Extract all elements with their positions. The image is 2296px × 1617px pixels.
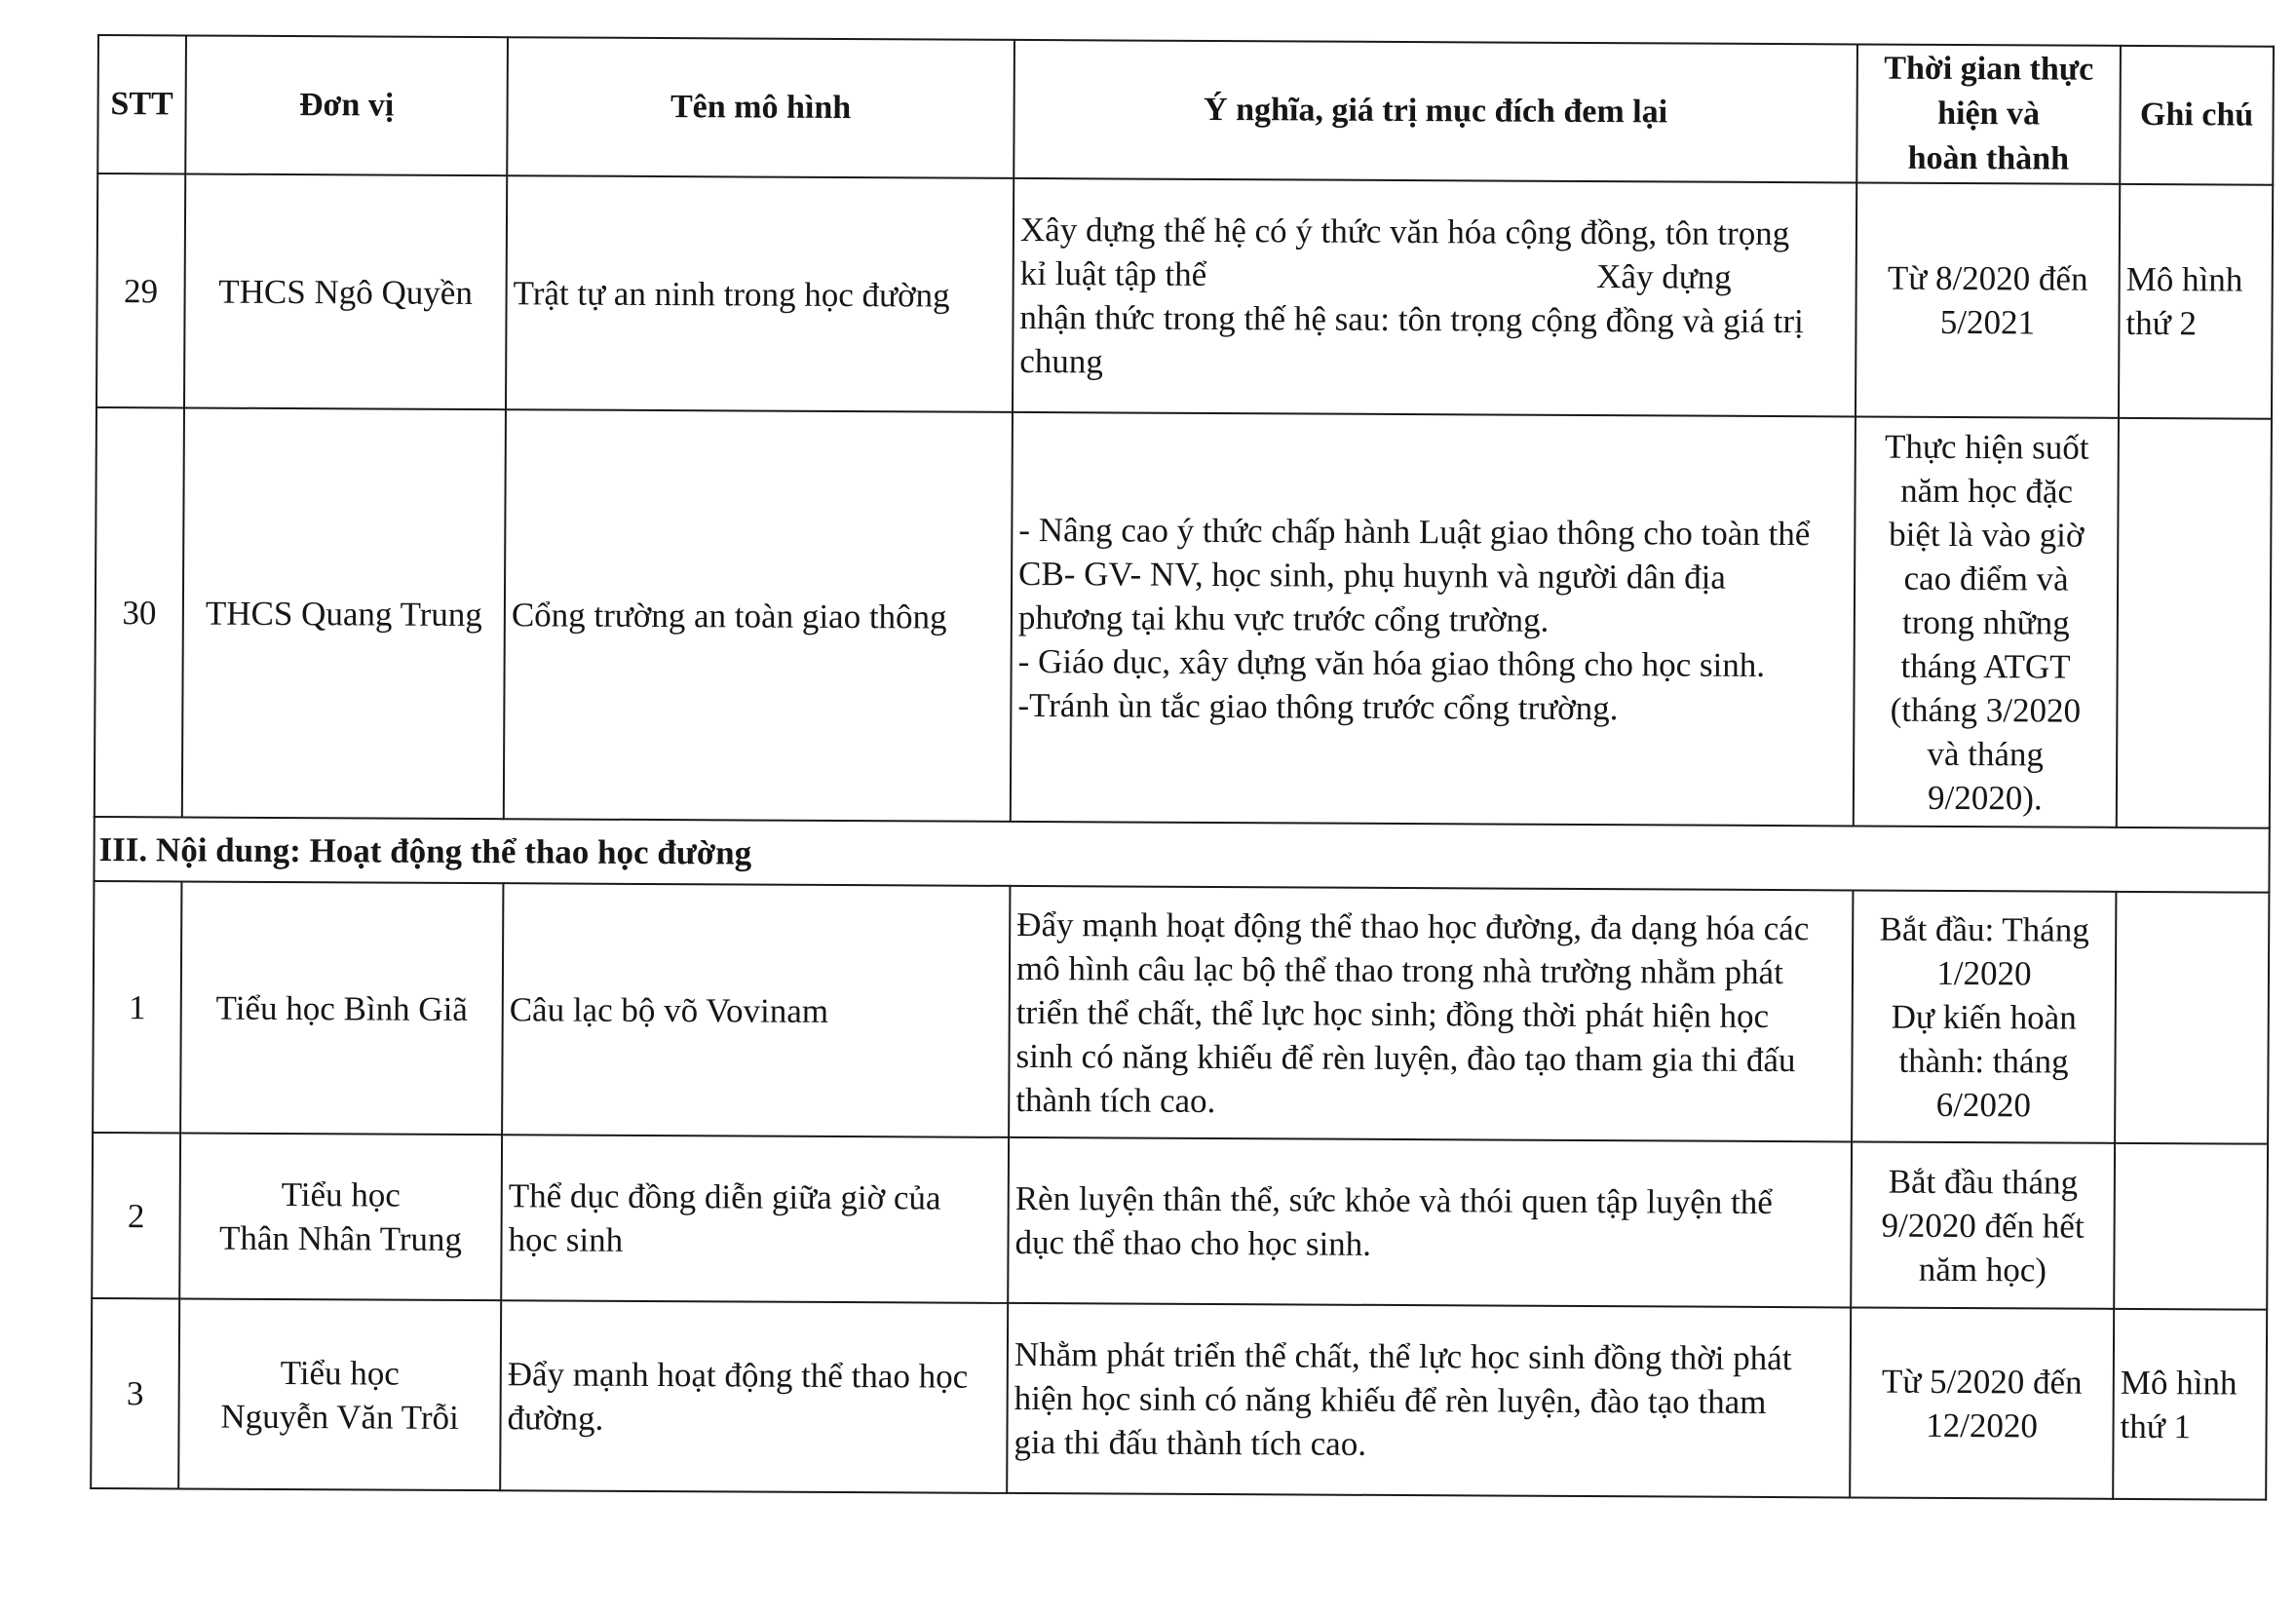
header-thoi-gian-line: hiện và: [1937, 95, 2041, 133]
text-line: hiện học sinh có năng khiếu để rèn luyện, đào tạo tham: [1014, 1378, 1767, 1421]
text-line: Thực hiện suốt: [1884, 427, 2089, 467]
text-line: 9/2020).: [1927, 778, 2043, 817]
header-stt: STT: [97, 35, 186, 173]
text-line: dục thể thao cho học sinh.: [1014, 1222, 1372, 1263]
text-line: 1/2020: [1936, 953, 2032, 992]
text-line: Từ 5/2020 đến: [1881, 1362, 2083, 1402]
header-row: [97, 35, 2274, 185]
text-line: mô hình câu lạc bộ thể thao trong nhà trường nhằm phát: [1015, 948, 1783, 991]
cell-thoi-gian: [1851, 1141, 2115, 1308]
text-line: Đẩy mạnh hoạt động thể thao học đường, đa dạng hóa các: [1016, 905, 1810, 947]
cell-ghi-chu: [2117, 418, 2272, 828]
text-line: Dự kiến hoàn: [1891, 997, 2077, 1037]
header-thoi-gian: [1856, 44, 2121, 183]
text-line: thứ 2: [2125, 303, 2198, 343]
text-line: và tháng: [1927, 734, 2045, 773]
text-line: Mô hình: [2120, 1363, 2238, 1403]
header-y-nghia: Ý nghĩa, giá trị mục đích đem lại: [1014, 40, 1857, 183]
text-line: Từ 8/2020 đến: [1887, 258, 2088, 298]
text-fragment: kỉ luật tập thể: [1019, 253, 1207, 293]
text-line: Đẩy mạnh hoạt động thể thao học: [507, 1354, 969, 1396]
text-line: cao điểm và: [1903, 558, 2069, 598]
cell-thoi-gian: [1854, 416, 2119, 827]
cell-don-vi: [179, 1133, 502, 1300]
text-line: Tiểu học: [280, 1353, 401, 1393]
text-line: 6/2020: [1935, 1085, 2031, 1124]
text-line: Thể dục đồng diễn giữa giờ của: [508, 1176, 941, 1217]
cell-ten-mo-hinh: [501, 1135, 1009, 1303]
cell-don-vi: THCS Quang Trung: [182, 407, 506, 819]
cell-y-nghia: [1011, 412, 1856, 827]
text-line: Bắt đầu tháng: [1888, 1162, 2079, 1202]
text-line: biệt là vào giờ: [1889, 515, 2085, 555]
table-row: [91, 1298, 2267, 1500]
cell-don-vi: THCS Ngô Quyền: [184, 173, 507, 409]
text-line: đường.: [507, 1398, 604, 1438]
text-line: Mô hình: [2125, 259, 2243, 299]
text-line: nhận thức trong thế hệ sau: tôn trọng cộng đồng và giá trị: [1019, 297, 1804, 341]
cell-ten-mo-hinh: Trật tự an ninh trong học đường: [506, 175, 1014, 412]
text-line: Thân Nhân Trung: [218, 1218, 463, 1258]
cell-ten-mo-hinh: Câu lạc bộ võ Vovinam: [502, 883, 1010, 1137]
cell-thoi-gian: [1850, 1307, 2114, 1498]
cell-ghi-chu: [2114, 1143, 2268, 1310]
text-line: [1020, 251, 1850, 299]
text-line: học sinh: [508, 1220, 624, 1259]
text-line: -Tránh ùn tắc giao thông trước cổng trường.: [1017, 685, 1619, 727]
text-line: Xây dựng thế hệ có ý thức văn hóa cộng đồng, tôn trọng: [1019, 210, 1790, 253]
cell-stt: 30: [95, 407, 184, 817]
text-line: thành: tháng: [1898, 1041, 2069, 1081]
text-line: CB- GV- NV, học sinh, phụ huynh và người dân địa: [1018, 554, 1727, 597]
text-line: phương tại khu vực trước cổng trường.: [1017, 597, 1550, 639]
cell-ghi-chu: [2115, 892, 2269, 1144]
header-ten-mo-hinh: Tên mô hình: [507, 37, 1014, 178]
text-fragment: Xây dựng: [1596, 257, 1732, 296]
cell-ghi-chu: [2119, 184, 2273, 419]
text-line: 5/2021: [1939, 302, 2036, 342]
cell-ten-mo-hinh: Cổng trường an toàn giao thông: [504, 409, 1013, 822]
section-row: [94, 817, 2269, 893]
text-line: chung: [1019, 341, 1103, 381]
text-line: 12/2020: [1926, 1405, 2039, 1444]
cell-y-nghia: [1008, 1137, 1852, 1308]
text-line: Nhằm phát triển thể chất, thể lực học sinh đồng thời phát: [1014, 1334, 1792, 1378]
text-line: - Nâng cao ý thức chấp hành Luật giao thông cho toàn thể: [1018, 510, 1811, 553]
cell-stt: 3: [91, 1298, 179, 1488]
text-line: (tháng 3/2020: [1890, 690, 2082, 730]
text-line: Rèn luyện thân thể, sức khỏe và thói quen tập luyện thể: [1014, 1178, 1773, 1222]
text-line: tháng ATGT: [1900, 646, 2071, 686]
table-row: [96, 173, 2273, 419]
text-line: Tiểu học: [281, 1175, 401, 1214]
text-line: năm học): [1918, 1250, 2047, 1289]
cell-don-vi: Tiểu học Bình Giã: [180, 881, 503, 1135]
text-line: triển thể chất, thể lực học sinh; đồng thời phát hiện học: [1015, 992, 1770, 1035]
cell-y-nghia: [1009, 886, 1853, 1142]
cell-thoi-gian: [1856, 182, 2120, 417]
cell-y-nghia: [1007, 1303, 1851, 1498]
text-line: Bắt đầu: Tháng: [1879, 909, 2089, 949]
table-row: [92, 1133, 2268, 1310]
text-line: năm học đặc: [1900, 471, 2074, 511]
text-line: - Giáo dục, xây dựng văn hóa giao thông cho học sinh.: [1017, 641, 1766, 684]
text-line: sinh có năng khiếu để rèn luyện, đào tạo tham gia thi đấu: [1015, 1036, 1796, 1079]
header-thoi-gian-line: hoàn thành: [1907, 139, 2070, 177]
table-row: [93, 881, 2269, 1144]
section-title: III. Nội dung: Hoạt động thể thao học đường: [94, 817, 2269, 893]
cell-thoi-gian: [1852, 890, 2116, 1142]
cell-ghi-chu: [2113, 1309, 2267, 1500]
models-table: [90, 34, 2275, 1501]
header-thoi-gian-line: Thời gian thực: [1884, 50, 2094, 88]
cell-stt: 1: [93, 881, 181, 1133]
table-row: [95, 407, 2272, 828]
cell-ten-mo-hinh: [500, 1300, 1008, 1493]
text-line: 9/2020 đến hết: [1881, 1206, 2085, 1246]
text-line: Nguyễn Văn Trỗi: [220, 1397, 459, 1437]
cell-stt: 2: [92, 1133, 180, 1298]
text-line: thành tích cao.: [1015, 1080, 1216, 1120]
text-line: thứ 1: [2120, 1406, 2192, 1445]
text-line: trong những: [1901, 602, 2070, 642]
cell-y-nghia: [1013, 178, 1856, 417]
header-don-vi: Đơn vị: [185, 35, 508, 175]
header-ghi-chu: Ghi chú: [2120, 46, 2274, 185]
text-line: gia thi đấu thành tích cao.: [1014, 1422, 1367, 1463]
cell-stt: 29: [96, 173, 185, 407]
cell-don-vi: [178, 1298, 501, 1490]
